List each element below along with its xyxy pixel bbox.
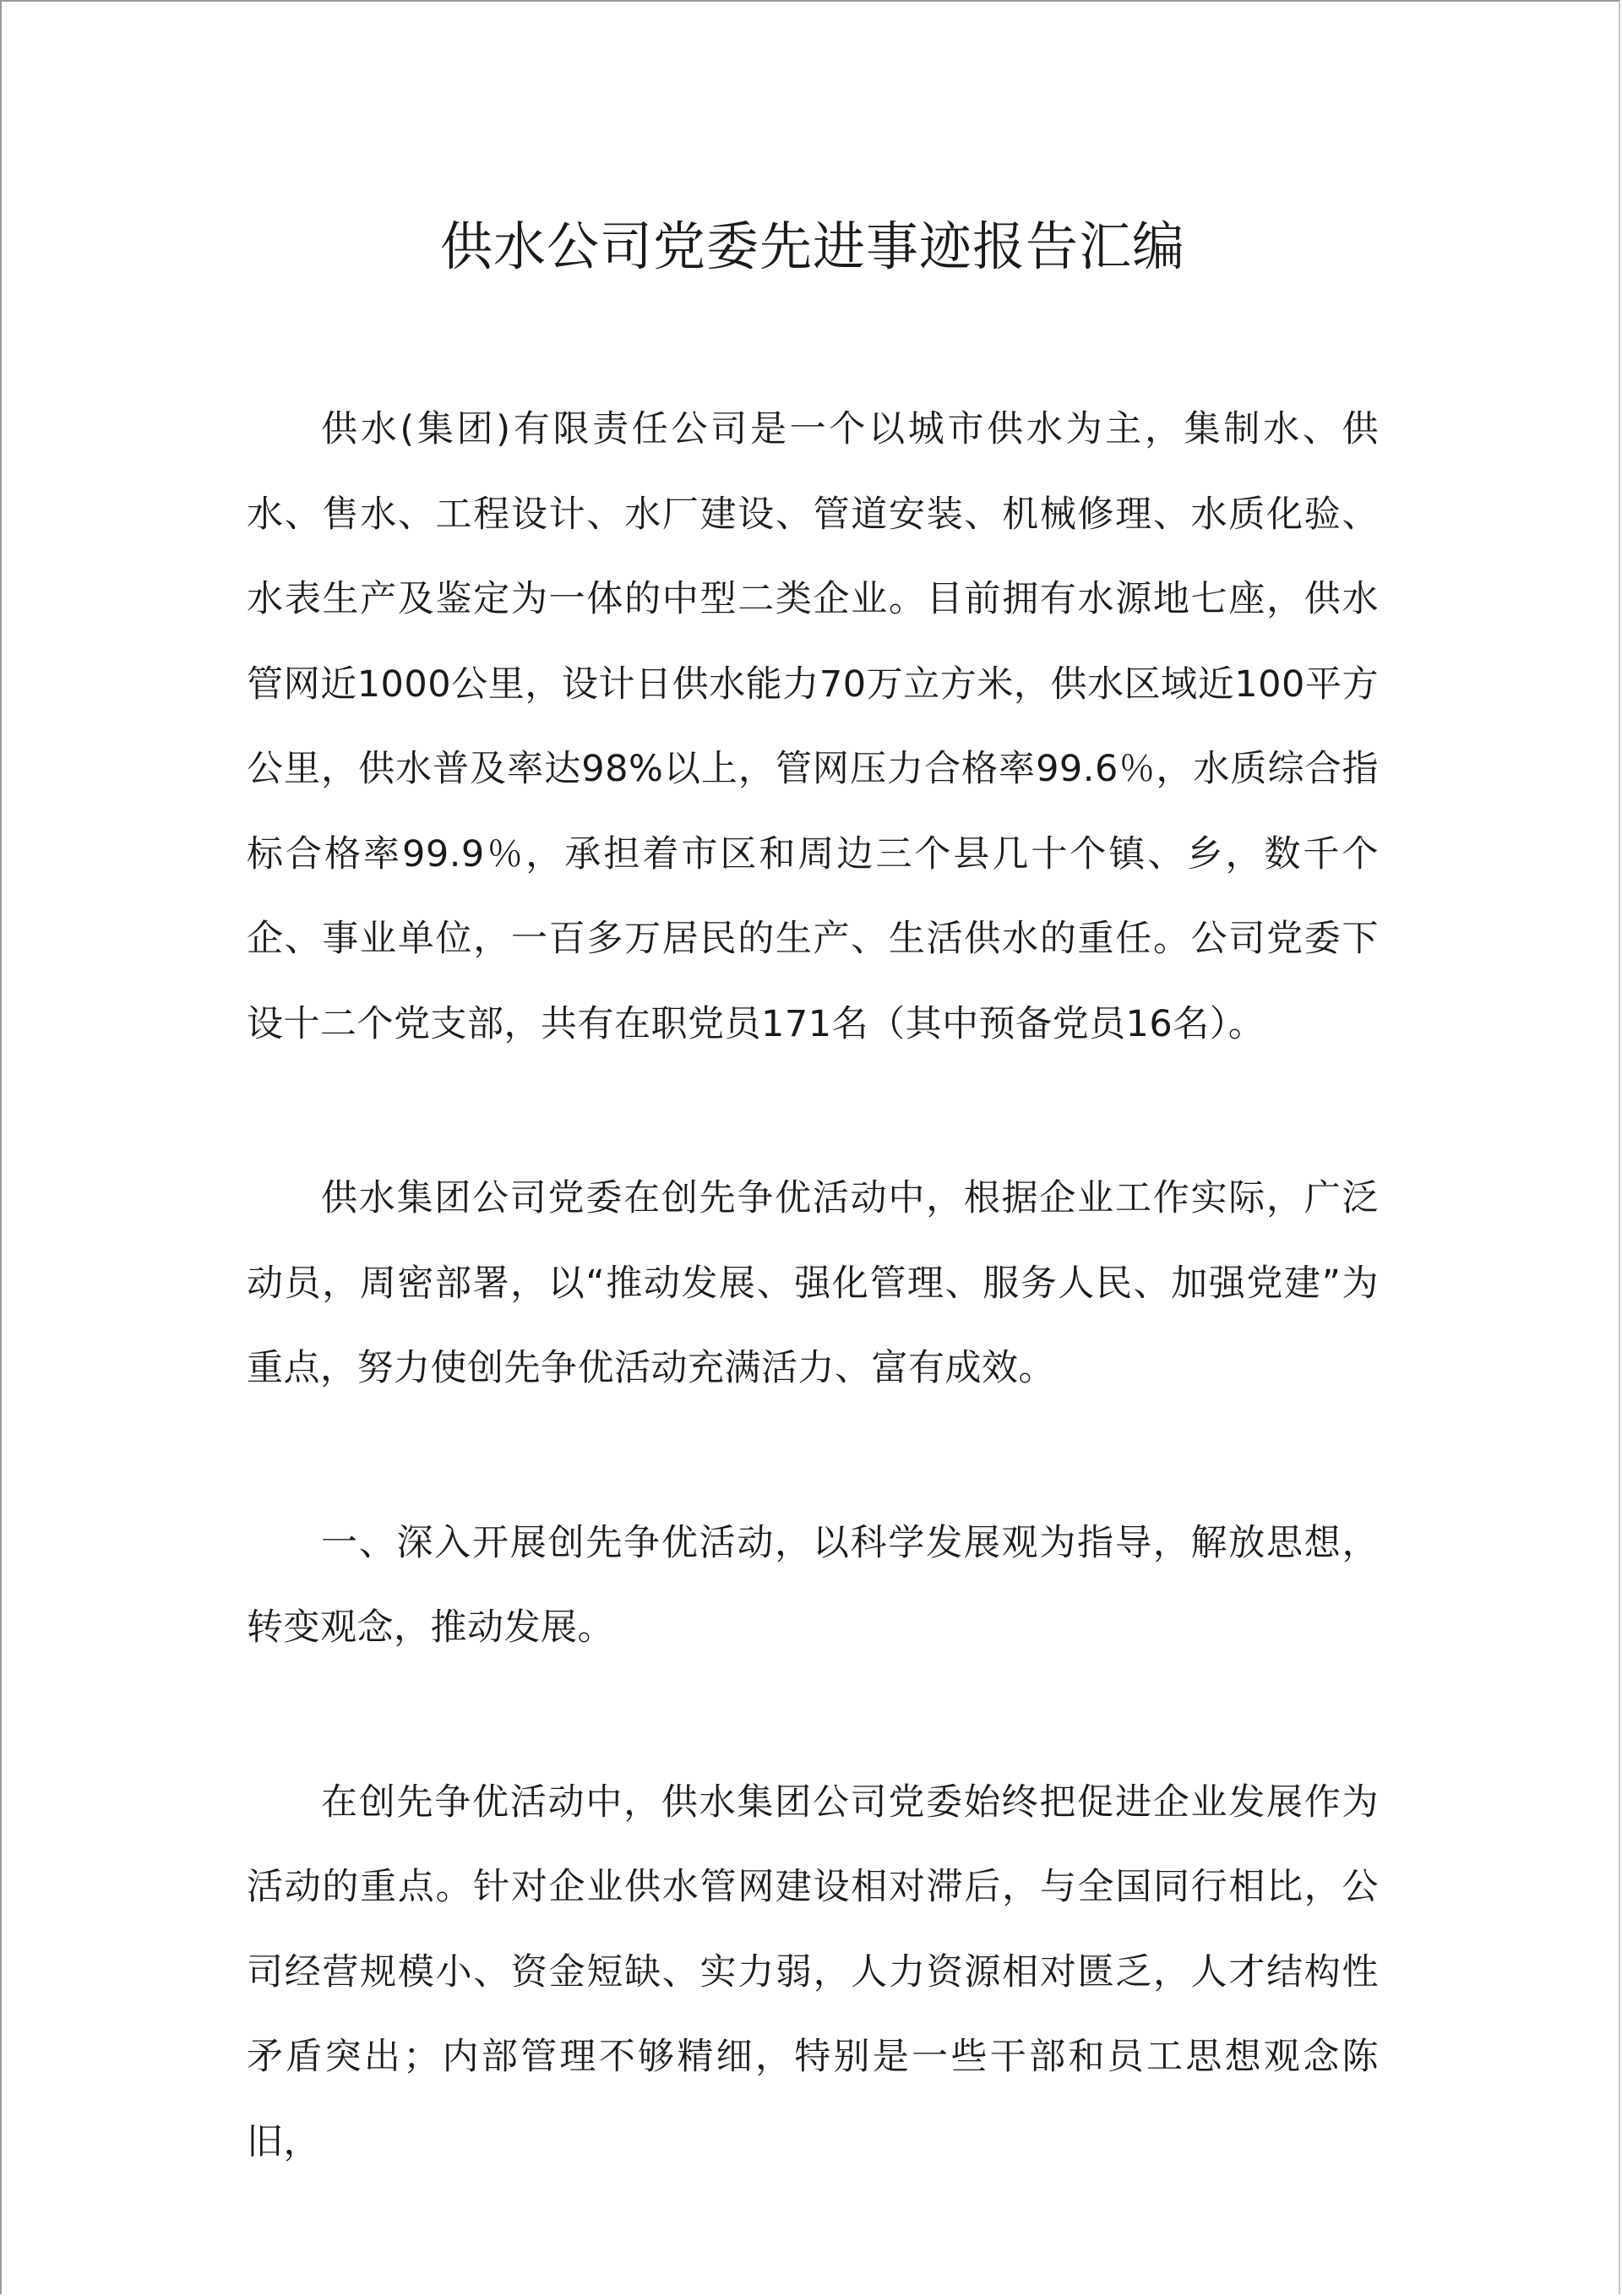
paragraph-company-overview: 供水(集团)有限责任公司是一个以城市供水为主，集制水、供水、售水、工程设计、水厂建设、管道安装、机械修理、水质化验、水表生产及鉴定为一体的中型二类企业。目前拥有水源地七座，供水管网近1000公里，设计日供水能力70万立方米，供水区域近100平方公里，供水普及率达98%以上，管网压力合格率99.6％，水质综合指标合格率99.9％，承担着市区和周边三个县几十个镇、乡，数千个企、事业单位，一百多万居民的生产、生活供水的重任。公司党委下设十二个党支部，共有在职党员171名（其中预备党员16名）。 xyxy=(247,408,1379,1045)
document-body xyxy=(247,213,1379,2274)
paragraph-development-focus: 在创先争优活动中，供水集团公司党委始终把促进企业发展作为活动的重点。针对企业供水管网建设相对滞后，与全国同行相比，公司经营规模小、资金短缺、实力弱，人力资源相对匮乏，人才结构性矛盾突出；内部管理不够精细，特别是一些干部和员工思想观念陈旧， xyxy=(247,1781,1379,2163)
paragraph-section-one-heading: 一、深入开展创先争优活动，以科学发展观为指导，解放思想，转变观念，推动发展。 xyxy=(247,1521,1379,1649)
document-title: 供水公司党委先进事迹报告汇编 xyxy=(439,215,1185,277)
paragraph-campaign-summary: 供水集团公司党委在创先争优活动中，根据企业工作实际，广泛动员，周密部署，以“推动发展、强化管理、服务人民、加强党建”为重点，努力使创先争优活动充满活力、富有成效。 xyxy=(247,1177,1379,1389)
